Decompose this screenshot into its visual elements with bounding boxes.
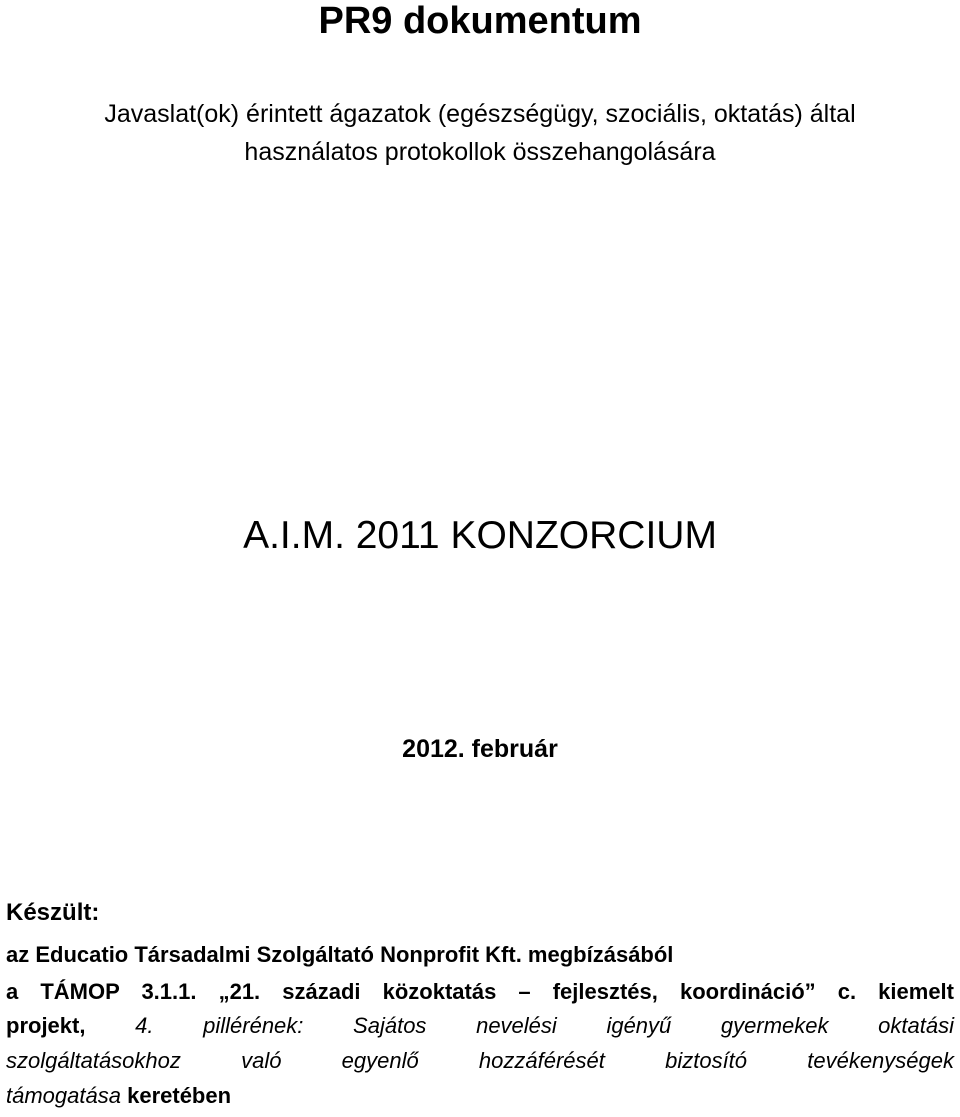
prepared-by: az Educatio Társadalmi Szolgáltató Nonprofit Kft. megbízásából (6, 942, 674, 967)
subtitle-line-2: használatos protokollok összehangolására (244, 138, 716, 166)
project-line-3: szolgáltatásokhoz való egyenlő hozzáférését biztosító tevékenységek (6, 1048, 954, 1073)
project-line-4-bold: keretében (127, 1083, 232, 1108)
subtitle-line-1: Javaslat(ok) érintett ágazatok (egészségügy, szociális, oktatás) által (104, 100, 856, 128)
document-subtitle (0, 95, 960, 171)
consortium-name: A.I.M. 2011 KONZORCIUM (243, 514, 717, 557)
document-date: 2012. február (402, 735, 558, 763)
project-line-4 (6, 1081, 231, 1111)
project-line-2-bold: projekt, (6, 1013, 86, 1038)
project-line-4-italic: támogatása (6, 1083, 121, 1108)
project-line-2 (6, 1011, 954, 1041)
document-title: PR9 dokumentum (318, 0, 642, 42)
project-line-1: a TÁMOP 3.1.1. „21. századi közoktatás – fejlesztés, koordináció” c. kiemelt (6, 979, 954, 1004)
project-line-2-italic: 4. pillérének: Sajátos nevelési igényű gyermekek oktatási (135, 1013, 954, 1038)
prepared-label: Készült: (6, 899, 100, 926)
